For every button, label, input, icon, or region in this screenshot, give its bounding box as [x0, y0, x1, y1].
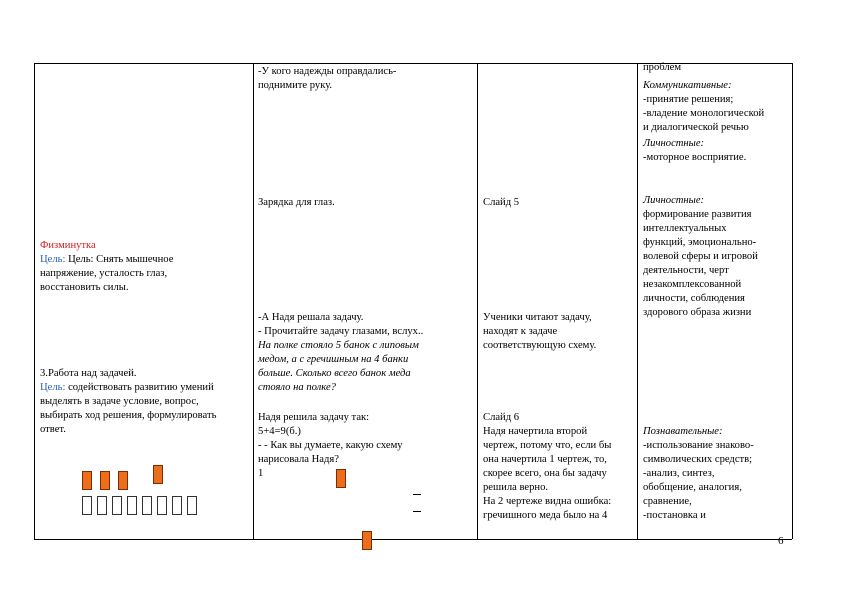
uud-line: -использование знаково- [643, 440, 754, 451]
uud-line: -принятие решения; [643, 94, 734, 105]
goal-2-line-1 [40, 381, 214, 395]
goal-2-line-2: выделять в задаче условие, вопрос, [40, 396, 199, 407]
scheme-empty-box [97, 496, 107, 515]
uud-line: сравнение, [643, 496, 692, 507]
student-line: Ученики читают задачу, [483, 312, 592, 323]
teacher-line: Надя решила задачу так: [258, 412, 370, 423]
scheme-block-orange [82, 471, 92, 490]
slide-label: Слайд 6 [483, 412, 520, 423]
task-text: На полке стояло 5 банок с липовым [258, 340, 419, 351]
goal-1-line-1 [40, 253, 173, 267]
student-line: соответствующую схему. [483, 340, 597, 351]
teacher-line: нарисовала Надя? [258, 454, 339, 465]
fizminutka-title: Физминутка [40, 240, 96, 251]
student-line: На 2 чертеже видна ошибка: [483, 496, 612, 507]
student-line: решила верно. [483, 482, 549, 493]
uud-line: личности, соблюдения [643, 293, 745, 304]
scheme-empty-box [82, 496, 92, 515]
uud-heading: Коммуникативные: [643, 80, 732, 91]
scheme-dash [413, 511, 421, 512]
slide-label: Слайд 5 [483, 197, 520, 208]
student-line: гречишного меда было на 4 [483, 510, 608, 521]
scheme-empty-box [127, 496, 137, 515]
uud-line: -владение монологической [643, 108, 765, 119]
uud-line: обобщение, аналогия, [643, 482, 742, 493]
goal-2-line-4: ответ. [40, 424, 66, 435]
student-line: чертеж, потому что, если бы [483, 440, 612, 451]
uud-heading: Личностные: [643, 195, 705, 206]
scheme-block-orange [118, 471, 128, 490]
uud-line: и диалогической речью [643, 122, 749, 133]
teacher-line: - - Как вы думаете, какую схему [258, 440, 403, 451]
uud-line: -постановка и [643, 510, 706, 521]
column-divider-2 [477, 63, 478, 539]
eye-exercise: Зарядка для глаз. [258, 197, 335, 208]
teacher-line: -А Надя решала задачу. [258, 312, 364, 323]
solution-line: 5+4=9(б.) [258, 426, 301, 437]
student-line: она начертила 1 чертеж, то, [483, 454, 607, 465]
table-bottom-border [34, 539, 792, 540]
goal-1-line-3: восстановить силы. [40, 282, 129, 293]
teacher-line: -У кого надежды оправдались- [258, 66, 397, 77]
task-text: стояло на полке? [258, 382, 336, 393]
uud-line: здорового образа жизни [643, 307, 752, 318]
uud-line: волевой сферы и игровой [643, 251, 758, 262]
scheme-block-orange [362, 531, 372, 550]
goal-1-line-2: напряжение, усталость глаз, [40, 268, 168, 279]
page-number: 6 [778, 535, 784, 547]
student-line: находят к задаче [483, 326, 558, 337]
goal-label: Цель: [40, 254, 66, 265]
task-text: больше. Сколько всего банок меда [258, 368, 411, 379]
scheme-number: 1 [258, 468, 264, 479]
scheme-dash [413, 494, 421, 495]
scheme-empty-box [172, 496, 182, 515]
uud-line: функций, эмоционально- [643, 237, 757, 248]
table-right-border [792, 63, 793, 539]
scheme-empty-box [157, 496, 167, 515]
uud-line: формирование развития [643, 209, 752, 220]
column-divider-1 [253, 63, 254, 539]
student-line: скорее всего, она бы задачу [483, 468, 607, 479]
scheme-empty-box [142, 496, 152, 515]
goal-2-text: содействовать развитию умений [65, 382, 214, 393]
scheme-block-orange [336, 469, 346, 488]
goal-1-text: Цель: Снять мышечное [65, 254, 174, 265]
uud-line: символических средств; [643, 454, 753, 465]
section-3-title: 3.Работа над задачей. [40, 368, 137, 379]
goal-2-line-3: выбирать ход решения, формулировать [40, 410, 217, 421]
teacher-line: - Прочитайте задачу глазами, вслух.. [258, 326, 424, 337]
uud-line: -анализ, синтез, [643, 468, 715, 479]
uud-line: проблем [643, 62, 682, 73]
scheme-empty-box [187, 496, 197, 515]
task-text: медом, а с гречишным на 4 банки [258, 354, 409, 365]
uud-line: -моторное восприятие. [643, 152, 747, 163]
scheme-block-orange [100, 471, 110, 490]
student-line: Надя начертила второй [483, 426, 588, 437]
uud-heading: Познавательные: [643, 426, 723, 437]
table-left-border [34, 63, 35, 539]
teacher-line: поднимите руку. [258, 80, 333, 91]
column-divider-3 [637, 63, 638, 539]
goal-label-2: Цель: [40, 382, 66, 393]
uud-line: деятельности, черт [643, 265, 729, 276]
scheme-empty-box [112, 496, 122, 515]
uud-line: интеллектуальных [643, 223, 727, 234]
scheme-block-orange [153, 465, 163, 484]
uud-line: незакомплексованной [643, 279, 742, 290]
uud-heading: Личностные: [643, 138, 705, 149]
